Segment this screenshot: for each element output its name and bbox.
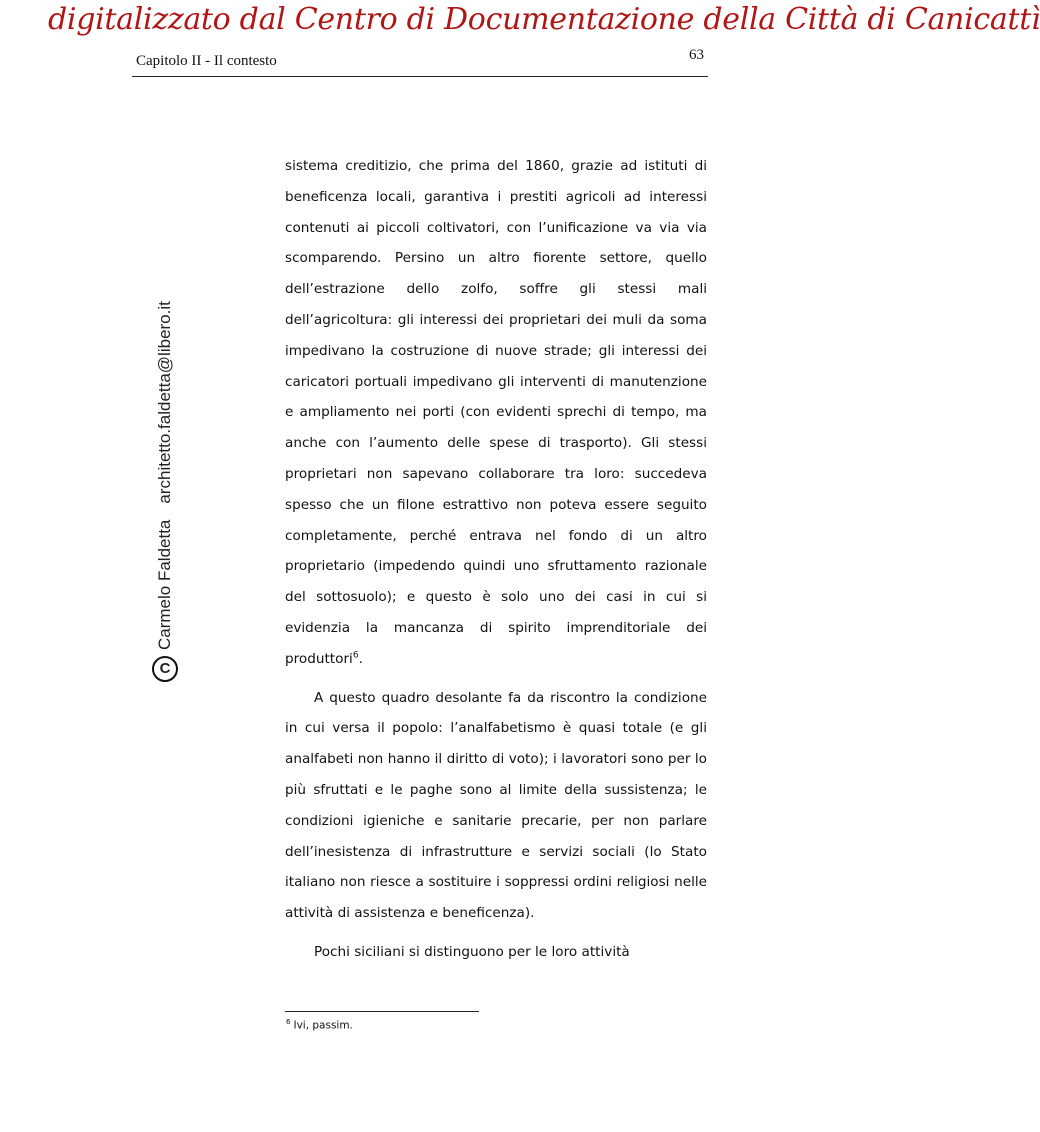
page-number: 63: [689, 47, 704, 63]
chapter-title: Capitolo II - Il contesto: [136, 53, 277, 69]
footnote-text: Ivi, passim.: [293, 1019, 353, 1032]
stamp-email: architetto.faldetta@libero.it: [155, 301, 174, 504]
footnote-number: 6: [286, 1018, 291, 1026]
paragraph: Pochi siciliani si distinguono per le loro attività: [314, 943, 630, 960]
paragraph: A questo quadro desolante fa da riscontro la condizione in cui versa il popolo: l’analfabetismo è quasi totale (e gli analfabeti non hanno il diritto di voto); i lavoratori sono per lo più sfruttati e le paghe sono al limite della sussistenza; le condizioni igieniche e sanitarie precarie, per non parlare dell’inesistenza di infrastrutture e servizi sociali (lo Stato italiano non riesce a sostituire i soppressi ordini religiosi nelle attività di assistenza e beneficenza).: [285, 689, 707, 922]
copyright-icon: C: [152, 656, 178, 682]
footnote: [286, 1018, 353, 1032]
digitization-watermark: digitalizzato dal Centro di Documentazione della Città di Canicattì: [48, 2, 1040, 37]
copyright-stamp: [152, 301, 178, 682]
footnote-reference[interactable]: 6: [352, 650, 359, 661]
body-text: [285, 151, 707, 976]
paragraph-text: sistema creditizio, che prima del 1860, grazie ad istituti di beneficenza locali, garantiva i prestiti agricoli ad interessi contenuti ai piccoli coltivatori, con l’unificazione va via via scomparendo. Persino un altro fiorente settore, quello dell’estrazione dello zolfo, soffre gli stessi mali dell’agricoltura: gli interessi dei proprietari dei muli da soma impedivano la costruzione di nuove strade; gli interessi dei caricatori portuali impedivano gli interventi di manutenzione e ampliamento nei porti (con evidenti sprechi di tempo, ma anche con l’aumento delle spese di trasporto). Gli stessi proprietari non sapevano collaborare tra loro: succedeva spesso che un filone estrattivo non poteva essere seguito completamente, perché entrava nel fondo di un altro proprietario (impedendo quindi uno sfruttamento razionale del sottosuolo); e questo è solo uno dei casi in cui si evidenzia la mancanza di spirito imprenditoriale dei produttori: [285, 158, 707, 667]
footnote-divider: [285, 1011, 479, 1012]
stamp-author: Carmelo Faldetta: [155, 519, 174, 650]
page-header: [132, 44, 708, 77]
paragraph: [285, 151, 707, 675]
paragraph-end: .: [358, 650, 363, 667]
